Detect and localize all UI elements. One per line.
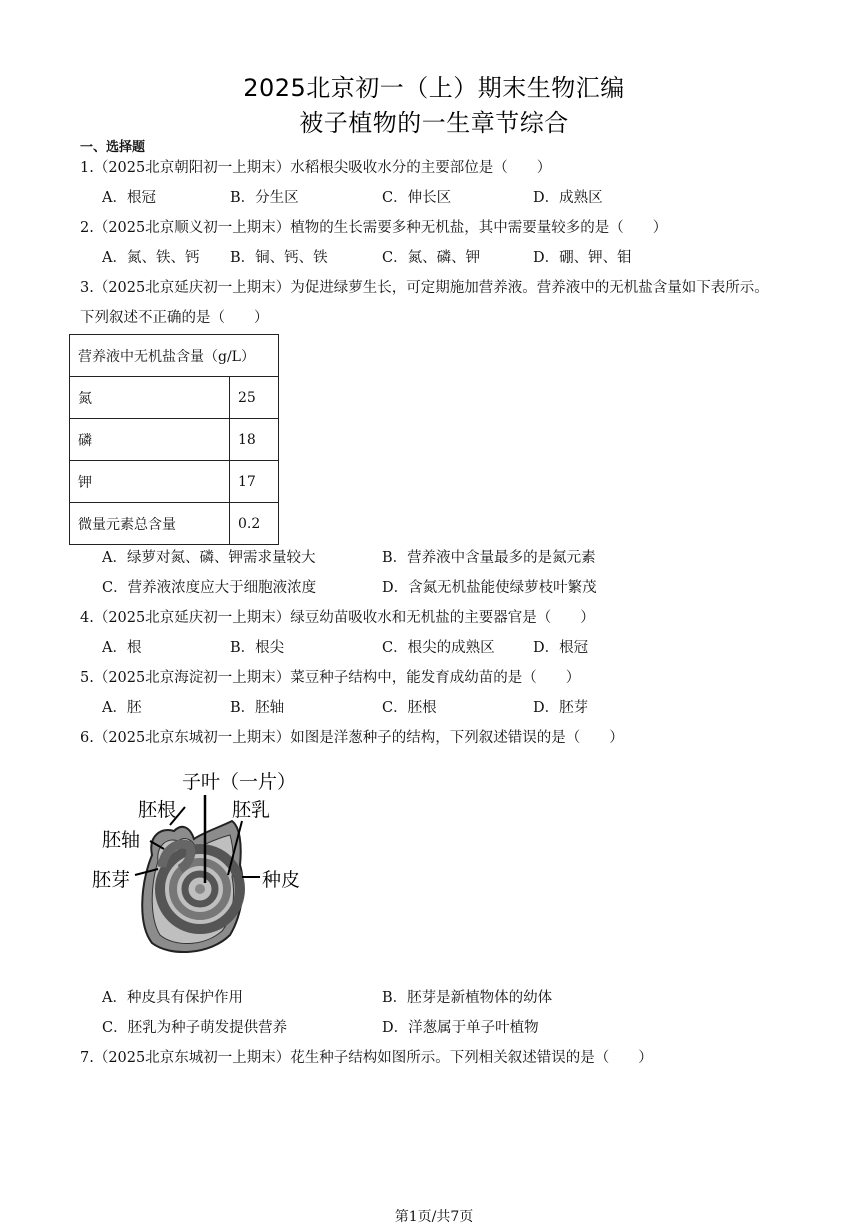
table-cell-value: 18 (230, 419, 279, 461)
question-3-option-a: A．绿萝对氮、磷、钾需求量较大 (102, 550, 316, 566)
table-cell-value: 17 (230, 461, 279, 503)
page-title: 2025北京初一（上）期末生物汇编 (243, 74, 625, 102)
label-hypocotyl: 胚轴 (102, 829, 141, 851)
label-seed-coat: 种皮 (262, 869, 301, 891)
question-3-stem-continued: 下列叙述不正确的是（ ） (80, 310, 269, 326)
section-heading: 一、选择题 (80, 140, 146, 155)
page-number: 第1页/共7页 (394, 1209, 474, 1225)
question-1-option-a: A．根冠 (102, 190, 156, 206)
question-3-option-c: C．营养液浓度应大于细胞液浓度 (102, 580, 317, 596)
question-6-option-b: B．胚芽是新植物体的幼体 (382, 990, 553, 1006)
question-4-option-d: D．根冠 (533, 640, 589, 656)
question-4-option-c: C．根尖的成熟区 (382, 640, 495, 656)
question-6-option-d: D．洋葱属于单子叶植物 (382, 1020, 539, 1036)
question-6-option-c: C．胚乳为种子萌发提供营养 (102, 1020, 288, 1036)
question-2-option-b: B．铜、钙、铁 (230, 250, 328, 266)
question-1-option-d: D．成熟区 (533, 190, 603, 206)
label-plumule: 胚芽 (92, 869, 131, 891)
label-endosperm: 胚乳 (232, 799, 271, 821)
table-row (70, 461, 279, 503)
table-cell-value: 25 (230, 377, 279, 419)
question-4-option-a: A．根 (102, 640, 142, 656)
question-3-option-b: B．营养液中含量最多的是氮元素 (382, 550, 596, 566)
question-2-stem: 2.（2025北京顺义初一上期末）植物的生长需要多种无机盐，其中需要量较多的是（ ） (80, 220, 668, 236)
question-7-stem: 7.（2025北京东城初一上期末）花生种子结构如图所示。下列相关叙述错误的是（ ） (80, 1050, 653, 1066)
page-subtitle: 被子植物的一生章节综合 (299, 109, 569, 137)
nutrient-table (69, 334, 279, 545)
table-header: 营养液中无机盐含量（g/L） (70, 335, 279, 377)
onion-seed-figure (90, 765, 320, 965)
question-4-option-b: B．根尖 (230, 640, 285, 656)
question-4-stem: 4.（2025北京延庆初一上期末）绿豆幼苗吸收水和无机盐的主要器官是（ ） (80, 610, 595, 626)
question-5-option-d: D．胚芽 (533, 700, 589, 716)
question-2-option-a: A．氮、铁、钙 (102, 250, 200, 266)
question-2-option-d: D．硼、钾、钼 (533, 250, 632, 266)
table-row (70, 377, 279, 419)
table-row (70, 419, 279, 461)
question-1-stem: 1.（2025北京朝阳初一上期末）水稻根尖吸收水分的主要部位是（ ） (80, 160, 552, 176)
table-cell-name: 磷 (70, 419, 230, 461)
question-3-stem: 3.（2025北京延庆初一上期末）为促进绿萝生长，可定期施加营养液。营养液中的无机盐含量如下表所示。 (80, 280, 769, 296)
table-header-row (70, 335, 279, 377)
label-cotyledon: 子叶（一片） (182, 771, 297, 793)
table-row (70, 503, 279, 545)
question-5-option-a: A．胚 (102, 700, 142, 716)
question-1-option-c: C．伸长区 (382, 190, 452, 206)
table-cell-name: 钾 (70, 461, 230, 503)
question-5-option-b: B．胚轴 (230, 700, 285, 716)
label-radicle: 胚根 (138, 799, 177, 821)
question-5-option-c: C．胚根 (382, 700, 437, 716)
table-cell-value: 0.2 (230, 503, 279, 545)
question-6-stem: 6.（2025北京东城初一上期末）如图是洋葱种子的结构，下列叙述错误的是（ ） (80, 730, 624, 746)
table-cell-name: 微量元素总含量 (70, 503, 230, 545)
question-6-option-a: A．种皮具有保护作用 (102, 990, 243, 1006)
question-5-stem: 5.（2025北京海淀初一上期末）菜豆种子结构中，能发育成幼苗的是（ ） (80, 670, 581, 686)
question-3-option-d: D．含氮无机盐能使绿萝枝叶繁茂 (382, 580, 597, 596)
question-1-option-b: B．分生区 (230, 190, 299, 206)
question-2-option-c: C．氮、磷、钾 (382, 250, 481, 266)
table-cell-name: 氮 (70, 377, 230, 419)
